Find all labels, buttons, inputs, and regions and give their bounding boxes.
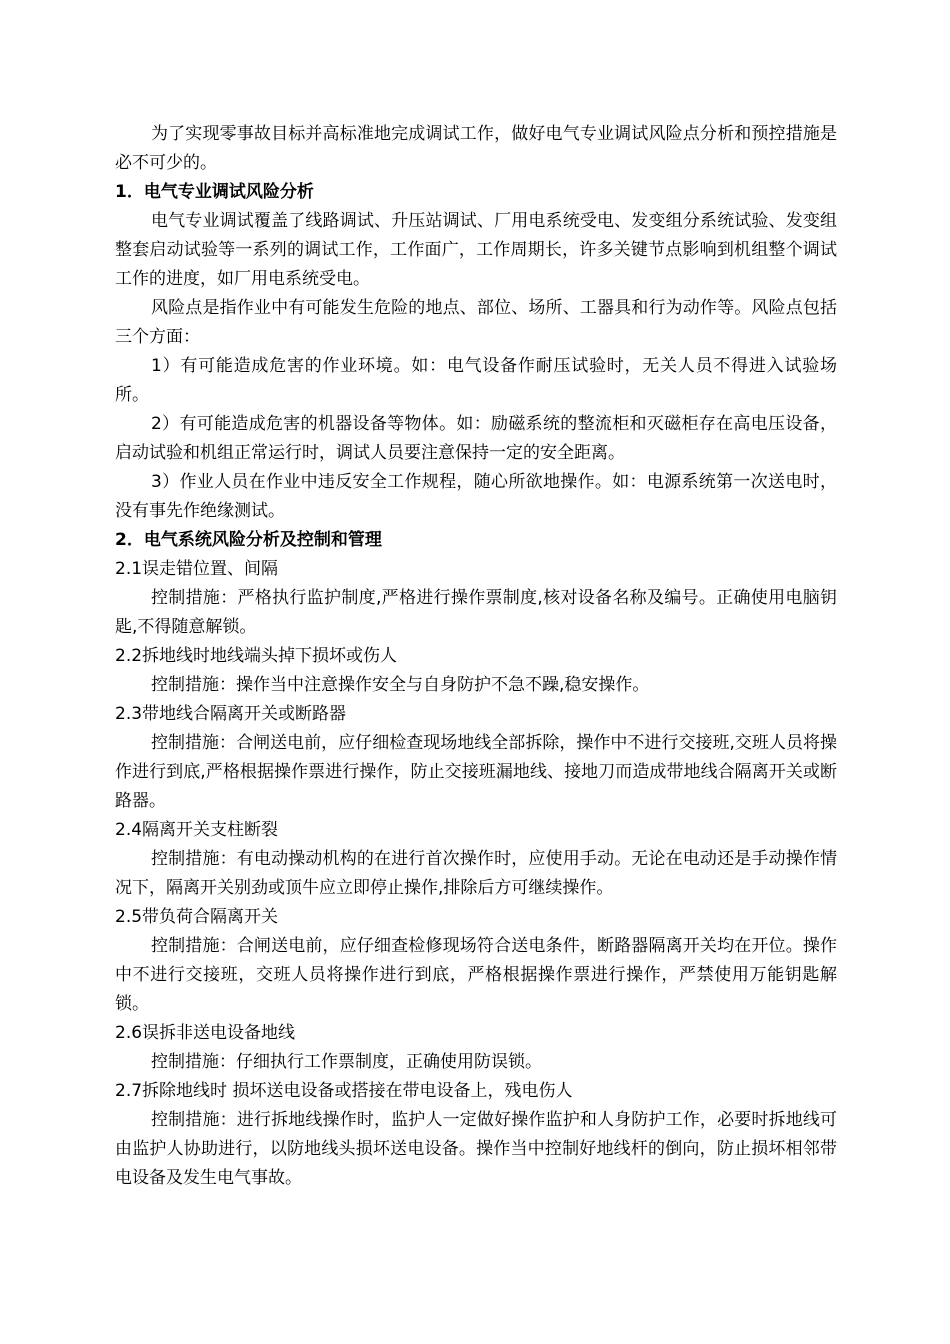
section-1-paragraph: 电气专业调试覆盖了线路调试、升压站调试、厂用电系统受电、发变组分系统试验、发变组整套启动试验等一系列的调试工作，工作面广，工作周期长，许多关键节点影响到机组整个调试工作的进度，如厂用电系统受电。 xyxy=(115,211,837,289)
section-1-paragraph: 风险点是指作业中有可能发生危险的地点、部位、场所、工器具和行为动作等。风险点包括三个方面： xyxy=(115,298,837,347)
document-page xyxy=(115,120,837,1193)
item-heading: 2.2拆地线时地线端头掉下损坏或伤人 xyxy=(115,646,398,666)
item-heading: 2.1误走错位置、间隔 xyxy=(115,559,279,579)
item-heading: 2.3带地线合隔离开关或断路器 xyxy=(115,704,347,724)
item-text: 控制措施：严格执行监护制度,严格进行操作票制度,核对设备名称及编号。正确使用电脑钥匙,不得随意解锁。 xyxy=(115,588,837,637)
item-text: 控制措施：合闸送电前，应仔细检查现场地线全部拆除，操作中不进行交接班,交班人员将操作进行到底,严格根据操作票进行操作，防止交接班漏地线、接地刀而造成带地线合隔离开关或断路器。 xyxy=(115,733,837,811)
item-text: 控制措施：有电动操动机构的在进行首次操作时，应使用手动。无论在电动还是手动操作情况下，隔离开关别劲或顶牛应立即停止操作,排除后方可继续操作。 xyxy=(115,849,837,898)
item-text: 控制措施：进行拆地线操作时，监护人一定做好操作监护和人身防护工作，必要时拆地线可由监护人协助进行，以防地线头损坏送电设备。操作当中控制好地线杆的倒向，防止损坏相邻带电设备及发生电气事故。 xyxy=(115,1110,837,1188)
item-heading: 2.5带负荷合隔离开关 xyxy=(115,907,279,927)
section-1-paragraph: 3）作业人员在作业中违反安全工作规程，随心所欲地操作。如：电源系统第一次送电时，没有事先作绝缘测试。 xyxy=(115,472,837,521)
section-2-title: 2．电气系统风险分析及控制和管理 xyxy=(115,530,382,550)
section-1-paragraph: 2）有可能造成危害的机器设备等物体。如：励磁系统的整流柜和灭磁柜存在高电压设备，启动试验和机组正常运行时，调试人员要注意保持一定的安全距离。 xyxy=(115,414,837,463)
item-text: 控制措施：操作当中注意操作安全与自身防护不急不躁,稳安操作。 xyxy=(151,675,650,695)
intro-paragraph: 为了实现零事故目标并高标准地完成调试工作，做好电气专业调试风险点分析和预控措施是必不可少的。 xyxy=(115,124,837,173)
item-heading: 2.6误拆非送电设备地线 xyxy=(115,1023,296,1043)
item-text: 控制措施：仔细执行工作票制度，正确使用防误锁。 xyxy=(151,1052,542,1072)
item-text: 控制措施：合闸送电前，应仔细查检修现场符合送电条件，断路器隔离开关均在开位。操作中不进行交接班，交班人员将操作进行到底，严格根据操作票进行操作，严禁使用万能钥匙解锁。 xyxy=(115,936,837,1014)
item-heading: 2.4隔离开关支柱断裂 xyxy=(115,820,279,840)
section-1-title: 1．电气专业调试风险分析 xyxy=(115,182,314,202)
section-1-paragraph: 1）有可能造成危害的作业环境。如：电气设备作耐压试验时，无关人员不得进入试验场所。 xyxy=(115,356,837,405)
item-heading: 2.7拆除地线时 损坏送电设备或搭接在带电设备上，残电伤人 xyxy=(115,1081,573,1101)
